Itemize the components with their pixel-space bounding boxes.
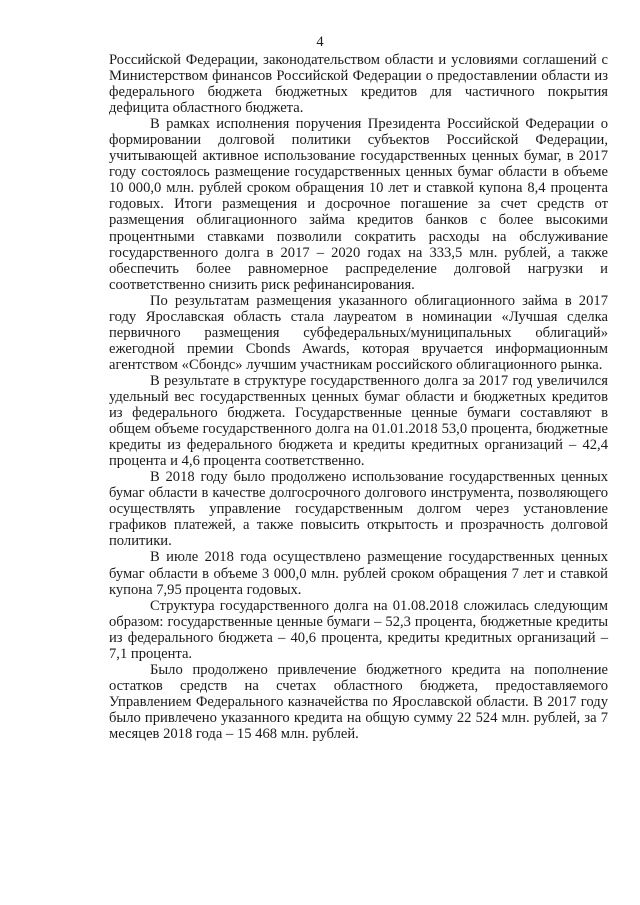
paragraph-presidential-order: В рамках исполнения поручения Президента Российской Федерации о формировании долговой политики субъектов Российской Федерации, учитывающей активное использование государственных ценных бумаг, в 2017 году состоялось размещение государственных ценных бумаг области в объеме 10 000,0 млн. рублей сроком обращения 10 лет и ставкой купона 8,4 процента годовых. Итоги размещения и досрочное погашение за счет средств от размещения облигационного займа кредитов банков с более высокими процентными ставками позволили сократить расходы на обслуживание государственного долга в 2017 – 2020 годах на 333,5 млн. рублей, а также обеспечить более равномерное распределение долговой нагрузки и соответственно снизить риск рефинансирования. (109, 116, 608, 293)
page-number: 4 (316, 34, 324, 50)
paragraph-continuation: Российской Федерации, законодательством области и условиями соглашений с Министерством финансов Российской Федерации о предоставлении области из федерального бюджета бюджетных кредитов для частичного покрытия дефицита областного бюджета. (109, 52, 608, 117)
paragraph-debt-structure-2017: В результате в структуре государственного долга за 2017 год увеличился удельный вес государственных ценных бумаг области и бюджетных кредитов из федерального бюджета. Государственные ценные бумаги составляют в общем объеме государственного долга на 01.01.2018 53,0 процента, бюджетные кредиты из федерального бюджета и кредиты кредитных организаций – 42,4 процента и 4,6 процента соответственно. (109, 372, 608, 470)
document-body (109, 52, 608, 742)
paragraph-cbonds-award: По результатам размещения указанного облигационного займа в 2017 году Ярославская область стала лауреатом в номинации «Лучшая сделка первичного размещения субфедеральных/муниципальных облигаций» ежегодной премии Cbonds Awards, которая вручается информационным агентством «Сбондс» лучшим участникам российского облигационного рынка. (109, 292, 608, 373)
paragraph-july-2018-placement: В июле 2018 года осуществлено размещение государственных ценных бумаг области в объеме 3 000,0 млн. рублей сроком обращения 7 лет и ставкой купона 7,95 процента годовых. (109, 549, 608, 598)
paragraph-budget-credit: Было продолжено привлечение бюджетного кредита на пополнение остатков средств на счетах областного бюджета, предоставляемого Управлением Федерального казначейства по Ярославской области. В 2017 году было привлечено указанного кредита на общую сумму 22 524 млн. рублей, за 7 месяцев 2018 года – 15 468 млн. рублей. (109, 661, 608, 742)
paragraph-debt-structure-2018: Структура государственного долга на 01.08.2018 сложилась следующим образом: государственные ценные бумаги – 52,3 процента, бюджетные кредиты из федерального бюджета – 40,6 процента, кредиты кредитных организаций – 7,1 процента. (109, 597, 608, 662)
paragraph-securities-2018: В 2018 году было продолжено использование государственных ценных бумаг области в качестве долгосрочного долгового инструмента, позволяющего осуществлять управление государственным долгом через установление графиков платежей, а также повысить открытость и прозрачность долговой политики. (109, 469, 608, 550)
